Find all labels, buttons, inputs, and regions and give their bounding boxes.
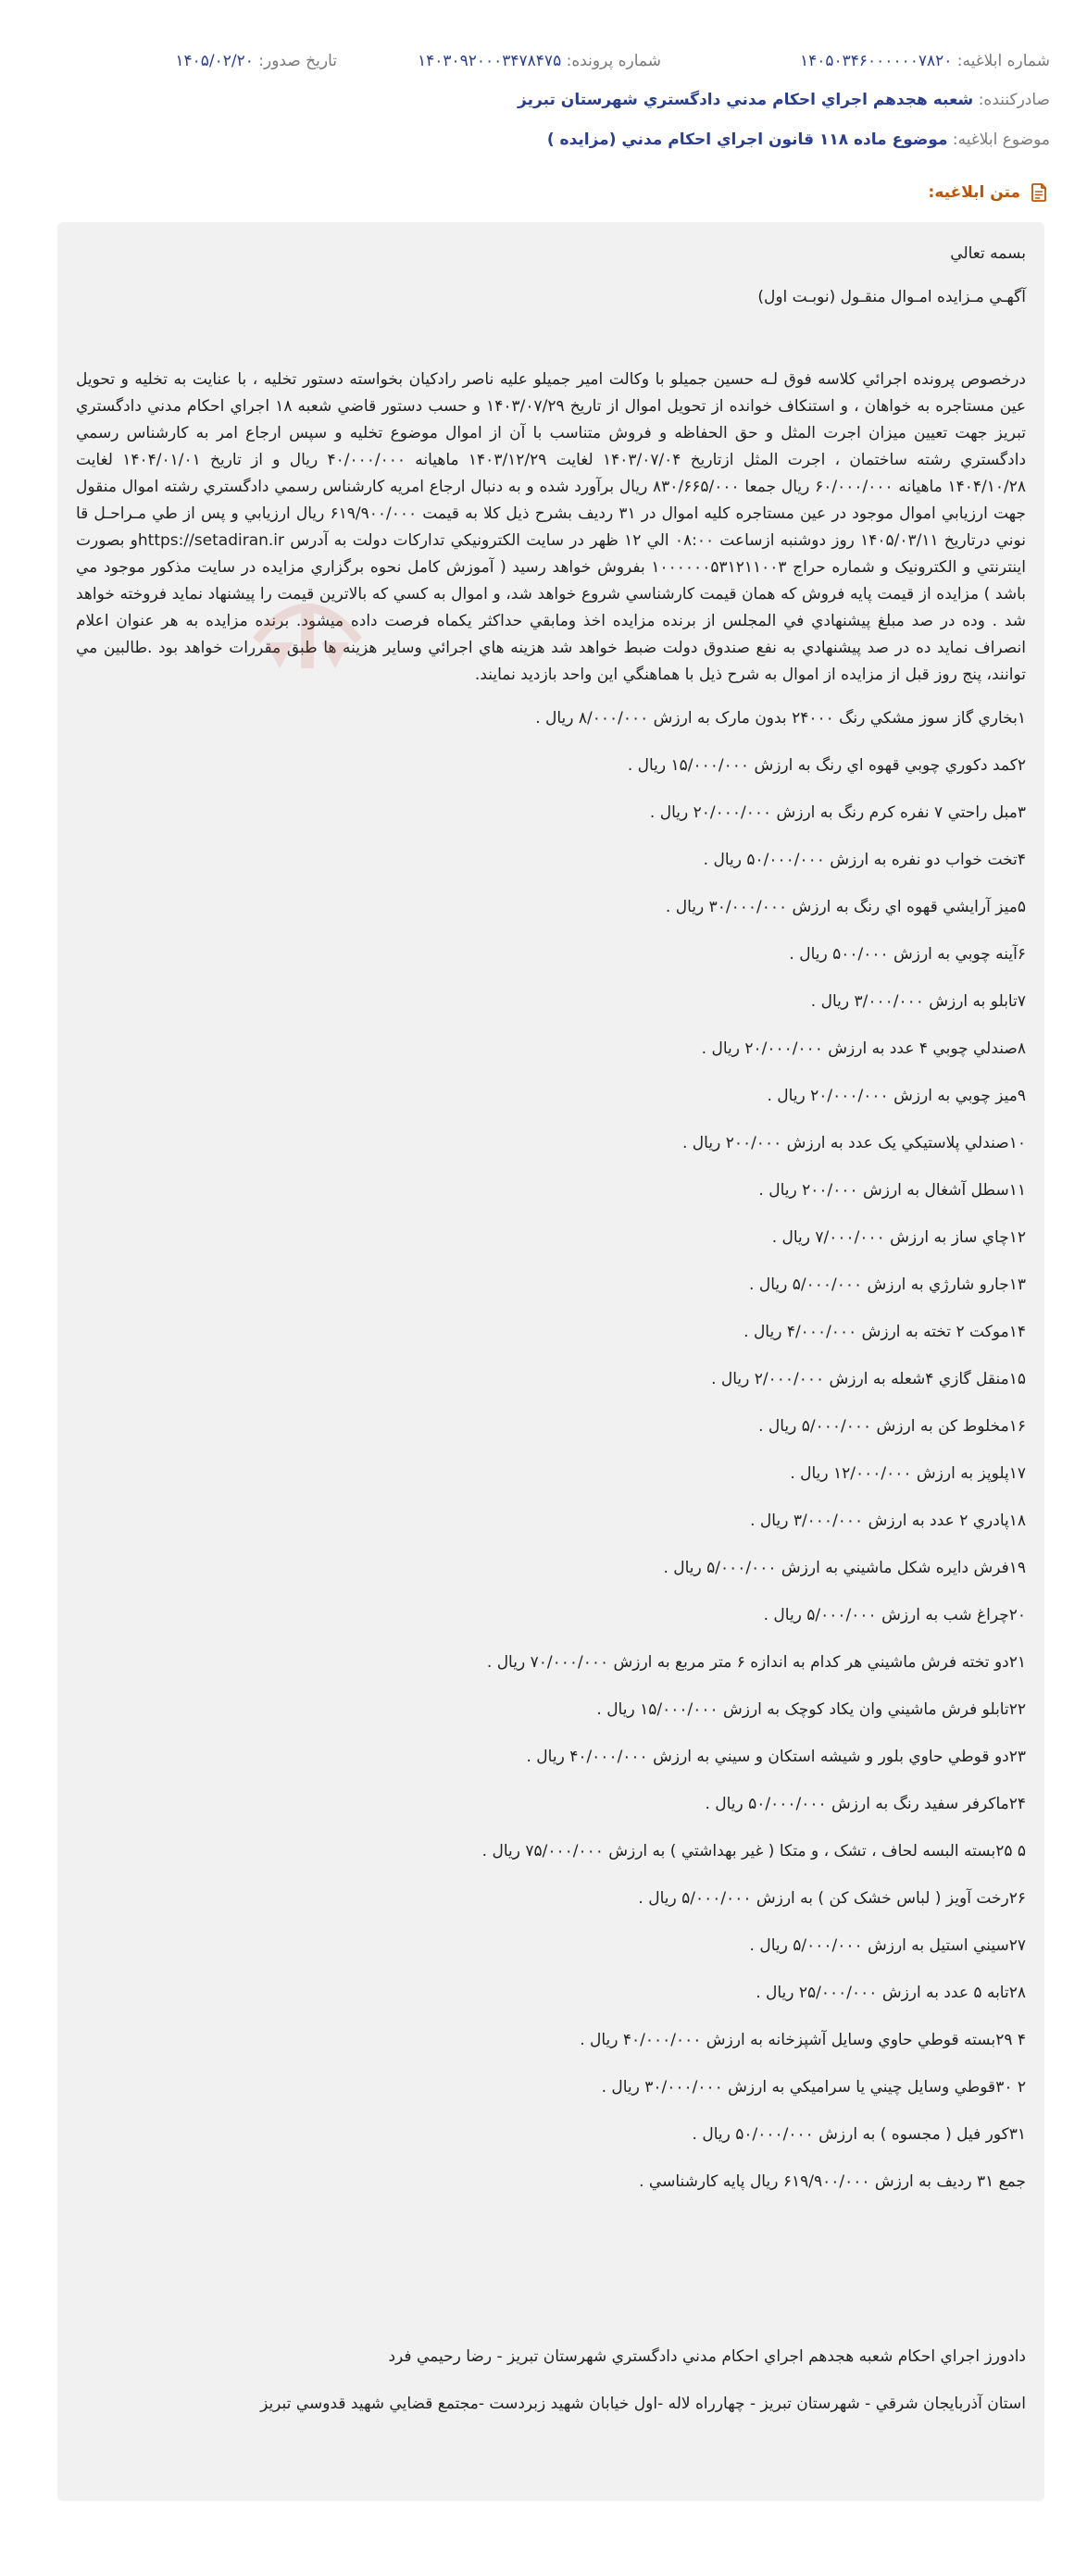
list-item: ۳۱کور فيل ( مجسوه ) به ارزش ۵۰/۰۰۰/۰۰۰ ريال .	[692, 2125, 1026, 2144]
document-icon	[1028, 181, 1050, 204]
list-item: ۲ ۳۰قوطي وسايل چيني يا سراميکي به ارزش ۳۰/۰۰۰/۰۰۰ ريال .	[601, 2078, 1026, 2097]
header-row-numbers	[37, 52, 1050, 76]
list-item: ۱۷پلوپز به ارزش ۱۲/۰۰۰/۰۰۰ ريال .	[790, 1464, 1026, 1483]
list-item: ۱بخاري گاز سوز مشکي رنگ ۲۴۰۰۰ بدون مارک به ارزش ۸/۰۰۰/۰۰۰ ريال .	[535, 709, 1026, 728]
notice-text-heading	[929, 181, 1050, 204]
list-item: ۱۶مخلوط کن به ارزش ۵/۰۰۰/۰۰۰ ريال .	[758, 1417, 1026, 1436]
list-item: ۱۵منقل گازي ۴شعله به ارزش ۲/۰۰۰/۰۰۰ ريال .	[711, 1370, 1026, 1388]
list-item: ۱۳جارو شارژي به ارزش ۵/۰۰۰/۰۰۰ ريال .	[749, 1276, 1026, 1294]
issue-date	[175, 52, 337, 70]
list-item: ۲۸تابه ۵ عدد به ارزش ۲۵/۰۰۰/۰۰۰ ريال .	[756, 1984, 1026, 2002]
item-list	[76, 705, 1026, 2196]
list-item: ۴تخت خواب دو نفره به ارزش ۵۰/۰۰۰/۰۰۰ ريال .	[703, 851, 1026, 869]
list-item: ۲۲تابلو فرش ماشيني وان يکاد کوچک به ارزش ۱۵/۰۰۰/۰۰۰ ريال .	[596, 1700, 1026, 1719]
list-item: ۵ ۲۵بسته البسه لحاف ، تشک ، و متکا ( غير بهداشتي ) به ارزش ۷۵/۰۰۰/۰۰۰ ريال .	[481, 1842, 1026, 1860]
list-item: ۳مبل راحتي ۷ نفره کرم رنگ به ارزش ۲۰/۰۰۰/۰۰۰ ريال .	[649, 803, 1026, 822]
list-item: ۴ ۲۹بسته قوطي حاوي وسايل آشپزخانه به ارزش ۴۰/۰۰۰/۰۰۰ ريال .	[580, 2031, 1026, 2049]
list-item: ۲۱دو تخته فرش ماشيني هر کدام به اندازه ۶ متر مربع به ارزش ۷۰/۰۰۰/۰۰۰ ريال .	[486, 1653, 1026, 1672]
issuer-value: شعبه هجدهم اجراي احکام مدني دادگستري شهرستان تبريز	[518, 91, 974, 109]
list-item: ۹ميز چوبي به ارزش ۲۰/۰۰۰/۰۰۰ ريال .	[767, 1087, 1026, 1105]
list-item: ۱۹فرش دايره شکل ماشيني به ارزش ۵/۰۰۰/۰۰۰ ريال .	[663, 1559, 1026, 1577]
list-item: ۱۸پادري ۲ عدد به ارزش ۳/۰۰۰/۰۰۰ ريال .	[750, 1512, 1026, 1530]
signature-line: دادورز اجراي احکام شعبه هجدهم اجراي احکام مدني دادگستري شهرستان تبريز - رضا رحيمي فرد	[388, 2347, 1026, 2366]
notice-text-label: متن ابلاغيه:	[928, 183, 1020, 202]
case-number-value: ۱۴۰۳۰۹۲۰۰۰۳۴۷۸۴۷۵	[417, 52, 562, 70]
issuer-label: صادرکننده:	[978, 91, 1050, 109]
notice-number-label: شماره ابلاغيه:	[956, 52, 1050, 70]
list-item: ۸صندلي چوبي ۴ عدد به ارزش ۲۰/۰۰۰/۰۰۰ ريال .	[701, 1039, 1026, 1058]
issuer-row	[37, 91, 1050, 109]
list-item: ۱۱سطل آشغال به ارزش ۲۰۰/۰۰۰ ريال .	[758, 1181, 1026, 1200]
case-number-label: شماره پرونده:	[566, 52, 661, 70]
list-item: ۲۷سيني استيل به ارزش ۵/۰۰۰/۰۰۰ ريال .	[749, 1936, 1026, 1955]
issue-date-label: تاريخ صدور:	[258, 52, 337, 70]
subject-row	[37, 131, 1050, 149]
notice-paragraph: درخصوص پرونده اجرائي کلاسه فوق لـه حسين جميلو با وکالت امير جميلو عليه ناصر رادکيان بخواسته دستور تخليه ، با عنايت به تخليه و تحويل عين مستاجره به خواهان ، و استنکاف خوانده از تحويل اموال از تاريخ ۱۴۰۳/۰۷/۲۹ و حسب دستور قاضي شعبه ۱۸ اجراي احکام مدني دادگستري تبريز جهت تعيين ميزان اجرت المثل و حق الحفاظه و فروش متناسب با آن از اموال موضوع تخليه و سپس ارجاع امر به کارشناس رسمي دادگستري رشته ساختمان ، اجرت المثل ازتاريخ ۱۴۰۳/۰۷/۰۴ لغايت ۱۴۰۳/۱۲/۲۹ ماهيانه ۴۰/۰۰۰/۰۰۰ ريال و از تاريخ ۱۴۰۴/۰۱/۰۱ لغايت ۱۴۰۴/۱۰/۲۸ ماهيانه ۶۰/۰۰۰/۰۰۰ ريال جمعا ۸۳۰/۶۶۵/۰۰۰ ريال برآورد شده و به دنبال ارجاع امريه کارشناس رسمي دادگستري رشته اموال منقول جهت ارزيابي اموال موجود در عين مستاجره کليه اموال در ۳۱ رديف بشرح ذيل کلا به قيمت ۶۱۹/۹۰۰/۰۰۰ ريال ارزيابي و پس از طي مـراحـل قا نوني درتاريخ ۱۴۰۵/۰۳/۱۱ روز دوشنبه ازساعت ۰۸:۰۰ الي ۱۲ ظهر در سايت الکترونيکي تدارکات دولت به آدرس https://setadiran.irو بصورت اينترنتي و الکترونيک و شماره حراج ۱۰۰۰۰۰۰۵۳۱۲۱۱۰۰۳ بفروش خواهد رسيد ( آموزش کامل نحوه برگزاري مزايده در سايت مذکور موجود مي باشد ) مزايده از قيمت پايه فروش که همان قيمت کارشناسي شروع خواهد شد، و اموال به کسي که بالاترين قيمت را پيشنهاد نمايد فروخته خواهد شد . وده در صد مبلغ پيشنهادي في المجلس از برنده مزايده اخذ ومابقي حداکثر يکماه فرصت داده ميشود. برنده مزايده به هر عنوان اعلام انصراف نمايد ده در صد پيشنهادي به نفع صندوق دولت ضبط خواهد شد هزينه هاي اجرائي وساير هزينه ها طبق مقررات خواهد بود .طالبين مي توانند، پنج روز قبل از مزايده از اموال به شرح ذيل با هماهنگي اين واحد بازديد نمايند.	[76, 370, 1027, 684]
list-item: ۱۴موکت ۲ تخته به ارزش ۴/۰۰۰/۰۰۰ ريال .	[743, 1323, 1026, 1341]
subject-label: موضوع ابلاغيه:	[952, 131, 1050, 149]
issue-date-value: ۱۴۰۵/۰۲/۲۰	[175, 52, 254, 70]
salutation: بسمه تعالي	[950, 244, 1026, 263]
notice-number	[800, 52, 1050, 70]
list-item: ۷تابلو به ارزش ۳/۰۰۰/۰۰۰ ريال .	[810, 992, 1026, 1011]
list-item: ۲۰چراغ شب به ارزش ۵/۰۰۰/۰۰۰ ريال .	[763, 1606, 1026, 1624]
case-number	[418, 52, 661, 70]
list-item: ۱۰صندلي پلاستيکي يک عدد به ارزش ۲۰۰/۰۰۰ ريال .	[682, 1134, 1026, 1152]
list-item: ۲۶رخت آويز ( لباس خشک کن ) به ارزش ۵/۰۰۰/۰۰۰ ريال .	[638, 1889, 1026, 1908]
notice-title: آگهـي مـزايده امـوال منقـول (نوبـت اول)	[757, 288, 1026, 306]
notice-body	[57, 222, 1044, 2501]
notice-number-value: ۱۴۰۵۰۳۴۶۰۰۰۰۰۰۷۸۲۰	[800, 52, 953, 70]
notice-footer	[76, 2344, 1026, 2418]
total-line: جمع ۳۱ رديف به ارزش ۶۱۹/۹۰۰/۰۰۰ ريال پايه کارشناسي .	[639, 2172, 1026, 2191]
subject-value: موضوع ماده ۱۱۸ قانون اجراي احکام مدني (مزايده )	[546, 131, 948, 149]
list-item: ۲۴ماکرفر سفيد رنگ به ارزش ۵۰/۰۰۰/۰۰۰ ريال .	[705, 1795, 1026, 1813]
list-item: ۲۳دو قوطي حاوي بلور و شيشه استکان و سيني به ارزش ۴۰/۰۰۰/۰۰۰ ريال .	[526, 1748, 1026, 1766]
list-item: ۶آينه چوبي به ارزش ۵۰۰/۰۰۰ ريال .	[789, 945, 1026, 964]
address-line: استان آذربايجان شرقي - شهرستان تبريز - چهارراه لاله -اول خيابان شهيد زبردست -مجتمع قضايي شهيد قدوسي تبريز	[260, 2395, 1026, 2413]
list-item: ۱۲چاي ساز به ارزش ۷/۰۰۰/۰۰۰ ريال .	[771, 1228, 1026, 1247]
list-item: ۵ميز آرايشي قهوه اي رنگ به ارزش ۳۰/۰۰۰/۰۰۰ ريال .	[665, 898, 1026, 916]
list-item: ۲کمد دکوري چوبي قهوه اي رنگ به ارزش ۱۵/۰۰۰/۰۰۰ ريال .	[627, 756, 1026, 775]
